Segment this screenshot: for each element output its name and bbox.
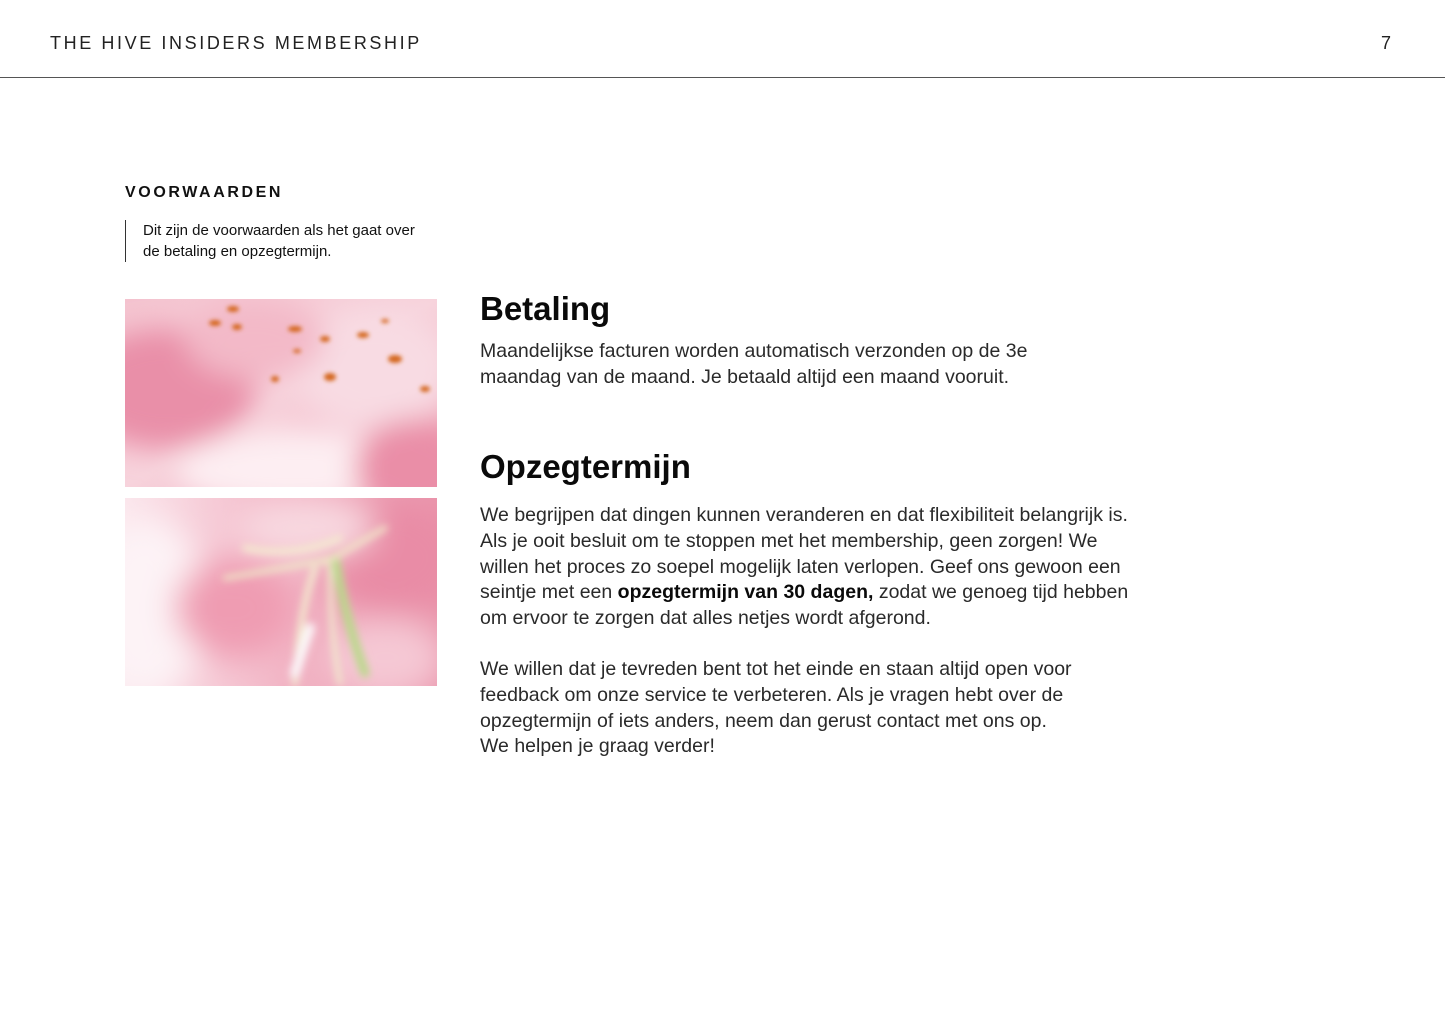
opzegtermijn-paragraph-2 [480,657,1140,760]
section-label: VOORWAARDEN [125,184,284,201]
document-title: THE HIVE INSIDERS MEMBERSHIP [50,33,422,53]
opzegtermijn-paragraph-1 [480,503,1140,632]
lily-petal-photo [125,299,437,487]
opzegtermijn-text-end: zodat we genoeg tijd hebben om ervoor te zorgen dat alles netjes wordt afgerond. [480,581,1129,630]
opzegtermijn-text-start: We begrijpen dat dingen kunnen veranderen en dat flexibiliteit belangrijk is. Als je ooit besluit om te stoppen met het membership, geen zorgen! We willen het proces zo soepel mogelijk laten verlopen. Geef ons gewoon een seintje met een [480,504,1128,604]
betaling-heading: Betaling [480,290,611,327]
page-number: 7 [1380,33,1391,53]
opzegtermijn-notice-period: opzegtermijn van 30 dagen, [617,581,874,604]
lily-stamen-photo [125,498,437,686]
intro-text: Dit zijn de voorwaarden als het gaat over de betaling en opzegtermijn. [125,220,433,262]
lily-stamen-closeup-image [125,498,437,686]
lily-petal-closeup-image [125,299,437,487]
opzegtermijn-heading: Opzegtermijn [480,448,691,485]
betaling-text: Maandelijkse facturen worden automatisch verzonden op de 3e maandag van de maand. Je betaald altijd een maand vooruit. [480,340,1028,388]
page-header [0,0,1445,78]
closing-text: We helpen je graag verder! [480,735,715,758]
feedback-text: We willen dat je tevreden bent tot het einde en staan altijd open voor feedback om onze service te verbeteren. Als je vragen hebt over de opzegtermijn of iets anders, neem dan gerust contact met ons op. [480,658,1072,732]
